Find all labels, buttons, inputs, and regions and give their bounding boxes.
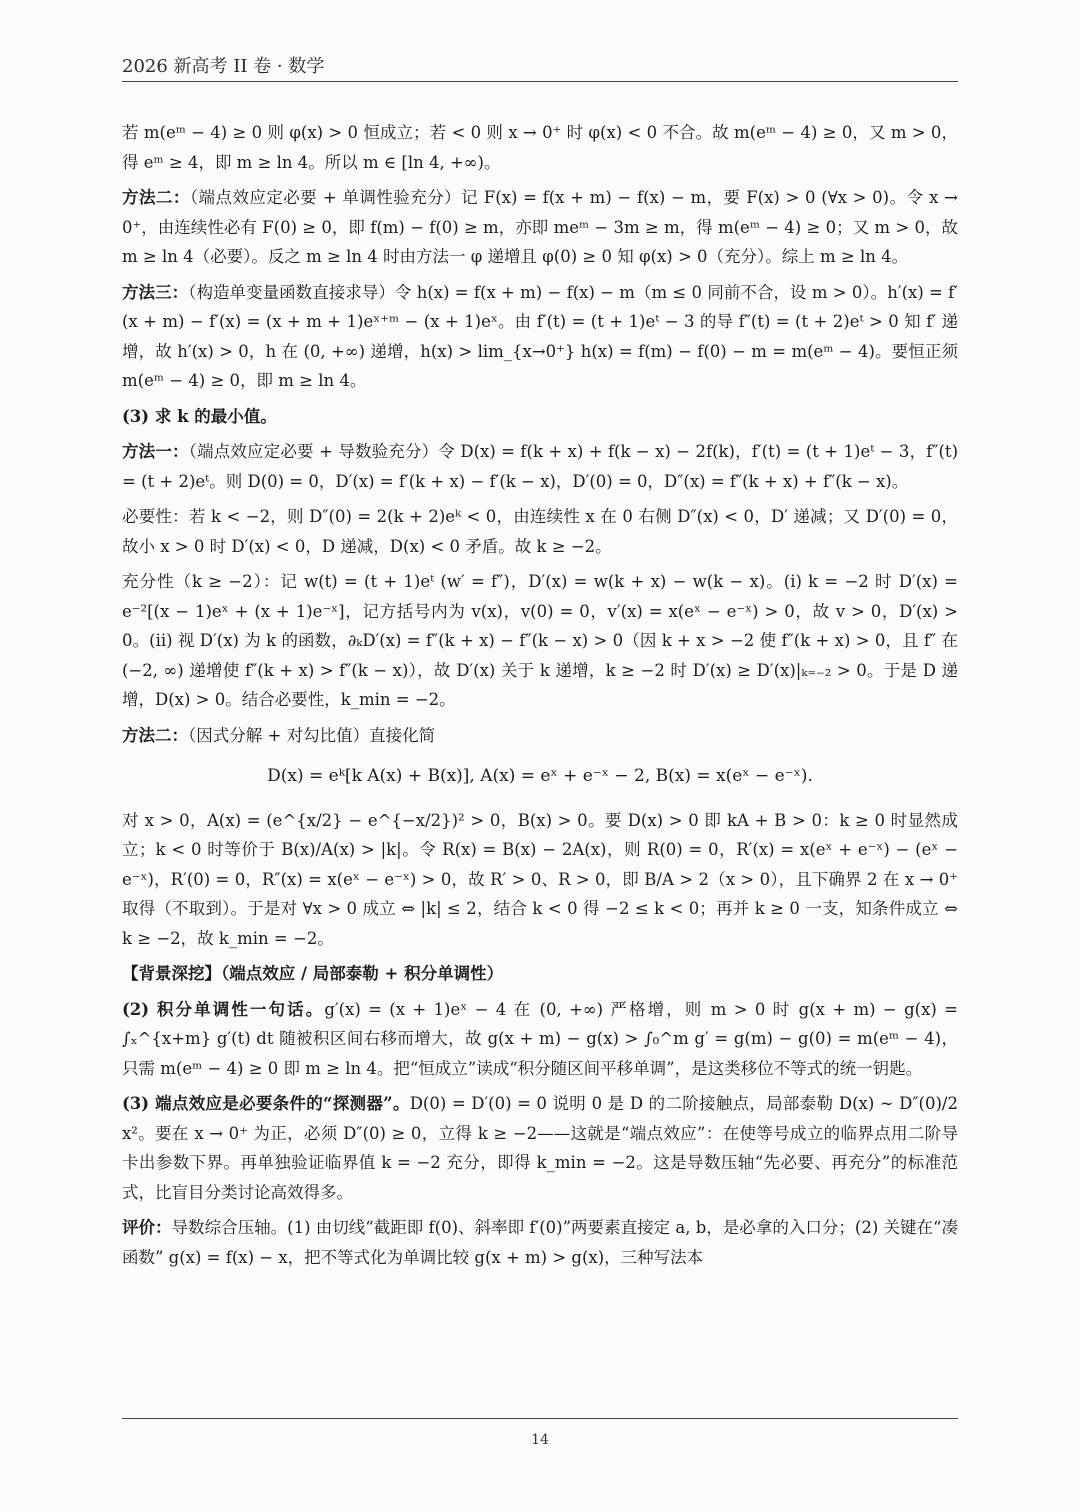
running-head: 2026 新高考 II 卷 · 数学 — [122, 56, 325, 77]
paragraph-text: （构造单变量函数直接求导）令 h(x) = f(x + m) − f(x) − m（m ≤ 0 同前不合，设 m > 0）。h′(x) = f′(x + m) − f′(x) = (x + m + 1)eˣ⁺ᵐ − (x + 1)eˣ。由 f′(t) = (t + 1)eᵗ − 3 的导 f″(t) = (t + 2)eᵗ > 0 知 f′ 递增，故 h′(x) > 0，h 在 (0, +∞) 递增，h(x) > lim_{x→0⁺} h(x) = f(m) − f(0) − m = m(eᵐ − 4)。要恒正须 m(eᵐ − 4) ≥ 0，即 m ≥ ln 4。 — [122, 282, 959, 390]
section-heading — [122, 402, 958, 432]
section-heading — [122, 959, 958, 989]
paragraph-lead: 方法二： — [122, 188, 190, 207]
paragraph — [122, 502, 958, 561]
paragraph-lead: (3) 求 k 的最小值。 — [122, 406, 277, 426]
paragraph-text: （端点效应定必要 + 导数验充分）令 D(x) = f(k + x) + f(k − x) − 2f(k)，f′(t) = (t + 1)eᵗ − 3，f″(t) = (t + 2)eᵗ。则 D(0) = 0，D′(x) = f′(k + x) − f′(k − x)，D′(0) = 0，D″(x) = f″(k + x) + f″(k − x)。 — [122, 442, 959, 491]
paragraph — [122, 721, 958, 751]
paragraph-text: 必要性：若 k < −2，则 D″(0) = 2(k + 2)eᵏ < 0，由连续性 x 在 0 右侧 D″(x) < 0，D′ 递减；又 D′(0) = 0，故小 x > 0 时 D′(x) < 0，D 递减，D(x) < 0 矛盾。故 k ≥ −2。 — [122, 507, 958, 556]
page-number: 14 — [531, 1432, 549, 1448]
paragraph-lead: (2) 积分单调性一句话。 — [122, 999, 325, 1019]
paragraph-lead: 方法三： — [122, 282, 189, 302]
paragraph — [122, 567, 958, 715]
paragraph-lead: 【背景深挖】（端点效应 / 局部泰勒 + 积分单调性） — [122, 964, 504, 983]
page-body — [122, 118, 958, 1278]
paragraph-lead: 方法一： — [122, 442, 189, 461]
display-formula: D(x) = eᵏ[k A(x) + B(x)], A(x) = eˣ + e⁻ˣ − 2, B(x) = x(eˣ − e⁻ˣ). — [267, 766, 813, 786]
paragraph-text: （因式分解 + 对勾比值）直接化简 — [188, 725, 436, 745]
paragraph — [122, 118, 958, 177]
paragraph — [122, 995, 958, 1084]
paragraph-lead: 评价： — [122, 1218, 172, 1237]
paragraph-text: 对 x > 0，A(x) = (e^{x/2} − e^{−x/2})² > 0，B(x) > 0。要 D(x) > 0 即 kA + B > 0：k ≥ 0 时显然成立；k < 0 时等价于 B(x)/A(x) > |k|。令 R(x) = B(x) − 2A(x)，则 R(0) = 0，R′(x) = x(eˣ + e⁻ˣ) − (eˣ − e⁻ˣ)，R′(0) = 0，R″(x) = x(eˣ − e⁻ˣ) > 0，故 R′ > 0、R > 0，即 B/A > 2（x > 0），且下确界 2 在 x → 0⁺ 取得（不取到）。于是对 ∀x > 0 成立 ⇔ |k| ≤ 2，结合 k < 0 得 −2 ≤ k < 0；再并 k ≥ 0 一支，知条件成立 ⇔ k ≥ −2，故 k_min = −2。 — [122, 810, 958, 948]
paragraph-lead: (3) 端点效应是必要条件的“探测器”。 — [122, 1094, 410, 1113]
paragraph — [122, 437, 958, 496]
paragraph-text: 若 m(eᵐ − 4) ≥ 0 则 φ(x) > 0 恒成立；若 < 0 则 x → 0⁺ 时 φ(x) < 0 不合。故 m(eᵐ − 4) ≥ 0，又 m > 0，得 eᵐ ≥ 4，即 m ≥ ln 4。所以 m ∈ [ln 4, +∞)。 — [122, 123, 958, 172]
paragraph — [122, 183, 958, 272]
paragraph-text: （端点效应定必要 + 单调性验充分）记 F(x) = f(x + m) − f(x) − m，要 F(x) > 0 (∀x > 0)。令 x → 0⁺，由连续性必有 F(0) ≥ 0，即 f(m) − f(0) ≥ m，亦即 meᵐ − 3m ≥ m，得 m(eᵐ − 4) ≥ 0；又 m > 0，故 m ≥ ln 4（必要）。反之 m ≥ ln 4 时由方法一 φ 递增且 φ(0) ≥ 0 知 φ(x) > 0（充分）。综上 m ≥ ln 4。 — [122, 188, 959, 266]
paragraph-lead: 方法二： — [122, 725, 188, 745]
paragraph-text: 充分性（k ≥ −2）：记 w(t) = (t + 1)eᵗ (w′ = f″)，D′(x) = w(k + x) − w(k − x)。(i) k = −2 时 D′(x) = e⁻²[(x − 1)eˣ + (x + 1)e⁻ˣ]，记方括号内为 v(x)，v(0) = 0，v′(x) = x(eˣ − e⁻ˣ) > 0，故 v > 0，D′(x) > 0。(ii) 视 D′(x) 为 k 的函数，∂ₖD′(x) = f″(k + x) − f″(k − x) > 0（因 k + x > −2 使 f″(k + x) > 0，且 f″ 在 (−2, ∞) 递增使 f″(k + x) > f″(k − x)），故 D′(x) 关于 k 递增，k ≥ −2 时 D′(x) ≥ D′(x)|ₖ₌₋₂ > 0。于是 D 递增，D(x) > 0。结合必要性，k_min = −2。 — [122, 572, 958, 709]
paragraph-text: g′(x) = (x + 1)eˣ − 4 在 (0, +∞) 严格增，则 m > 0 时 g(x + m) − g(x) = ∫ₓ^{x+m} g′(t) dt 随被积区间右移而增大，故 g(x + m) − g(x) > ∫₀^m g′ = g(m) − g(0) = m(eᵐ − 4)，只需 m(eᵐ − 4) ≥ 0 即 m ≥ ln 4。把“恒成立”读成“积分随区间平移单调”，是这类移位不等式的统一钥匙。 — [122, 999, 958, 1078]
paragraph-text: 导数综合压轴。(1) 由切线“截距即 f(0)、斜率即 f′(0)”两要素直接定 a, b，是必拿的入口分；(2) 关键在“凑函数” g(x) = f(x) − x，把不等式化为单调比较 g(x + m) > g(x)，三种写法本 — [122, 1218, 959, 1267]
paragraph — [122, 1089, 958, 1207]
footer-rule — [122, 1418, 958, 1419]
paragraph-text: D(0) = D′(0) = 0 说明 0 是 D 的二阶接触点，局部泰勒 D(x) ∼ D″(0)/2 x²。要在 x → 0⁺ 为正，必须 D″(0) ≥ 0，立得 k ≥ −2——这就是“端点效应”：在使等号成立的临界点用二阶导卡出参数下界。再单独验证临界值 k = −2 充分，即得 k_min = −2。这是导数压轴“先必要、再充分”的标准范式，比盲目分类讨论高效得多。 — [122, 1094, 958, 1202]
paragraph — [122, 806, 958, 954]
paragraph — [122, 278, 958, 396]
header-rule — [122, 81, 958, 82]
paragraph — [122, 1213, 958, 1272]
